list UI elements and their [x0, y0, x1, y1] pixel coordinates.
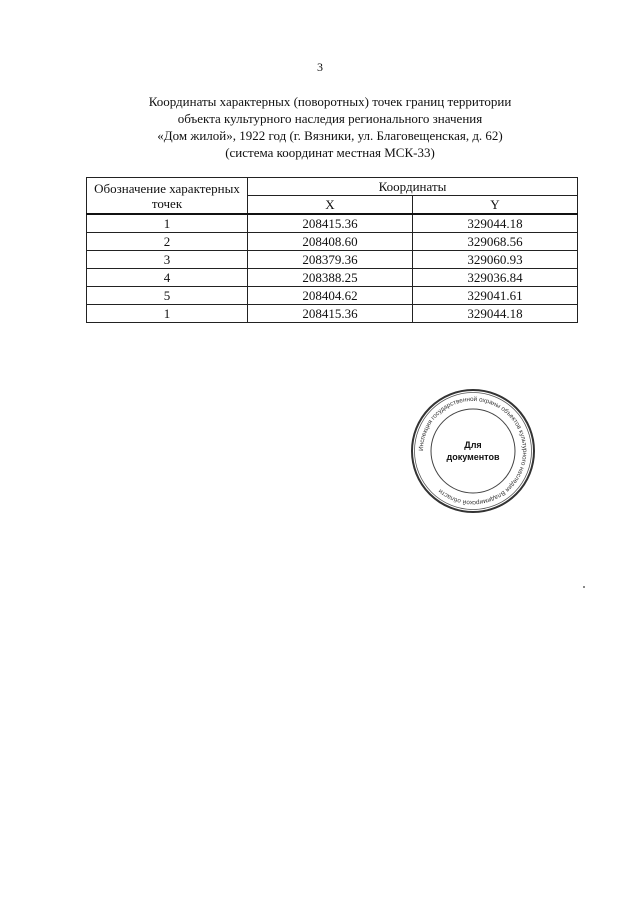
- page-number: 3: [317, 60, 323, 74]
- table-row: [87, 269, 578, 287]
- table-row: [87, 251, 578, 269]
- title-line-2: объекта культурного наследия регионального значения: [177, 111, 483, 126]
- cell-x: 208415.36: [248, 305, 413, 323]
- coordinates-table: [86, 177, 578, 323]
- header-y: Y: [413, 196, 578, 215]
- cell-point: 1: [87, 305, 248, 323]
- cell-point: 4: [87, 269, 248, 287]
- cell-point: 5: [87, 287, 248, 305]
- table-row: [87, 305, 578, 323]
- stamp-outer-inner-ring: [415, 393, 532, 510]
- cell-point: 3: [87, 251, 248, 269]
- cell-x: 208408.60: [248, 233, 413, 251]
- title-line-4: (система координат местная МСК-33): [225, 145, 435, 160]
- table-row: [87, 233, 578, 251]
- cell-x: 208379.36: [248, 251, 413, 269]
- table-row: [87, 287, 578, 305]
- stamp-ring-textpath: Инспекция государственной охраны объектов культурного наследия Владимирской области: [417, 395, 529, 507]
- stamp-inner-ring: [431, 409, 515, 493]
- document-title: [60, 93, 600, 161]
- cell-y: 329044.18: [413, 214, 578, 233]
- cell-x: 208415.36: [248, 214, 413, 233]
- table-row: [87, 214, 578, 233]
- cell-x: 208388.25: [248, 269, 413, 287]
- cell-x: 208404.62: [248, 287, 413, 305]
- stamp-center-line-1: Для: [464, 440, 482, 450]
- scan-speck: [583, 586, 585, 588]
- official-stamp: [410, 388, 536, 514]
- stamp-outer-ring: [412, 390, 534, 512]
- cell-point: 1: [87, 214, 248, 233]
- cell-y: 329036.84: [413, 269, 578, 287]
- title-line-3: «Дом жилой», 1922 год (г. Вязники, ул. Благовещенская, д. 62): [157, 128, 503, 143]
- header-x: X: [248, 196, 413, 215]
- header-points: Обозначение характерных точек: [87, 178, 248, 215]
- stamp-ring-text: [418, 395, 528, 507]
- stamp-center-line-2: документов: [446, 452, 500, 462]
- cell-y: 329044.18: [413, 305, 578, 323]
- header-coordinates: Координаты: [248, 178, 578, 196]
- cell-y: 329068.56: [413, 233, 578, 251]
- title-line-1: Координаты характерных (поворотных) точек границ территории: [148, 94, 512, 109]
- cell-y: 329060.93: [413, 251, 578, 269]
- cell-y: 329041.61: [413, 287, 578, 305]
- cell-point: 2: [87, 233, 248, 251]
